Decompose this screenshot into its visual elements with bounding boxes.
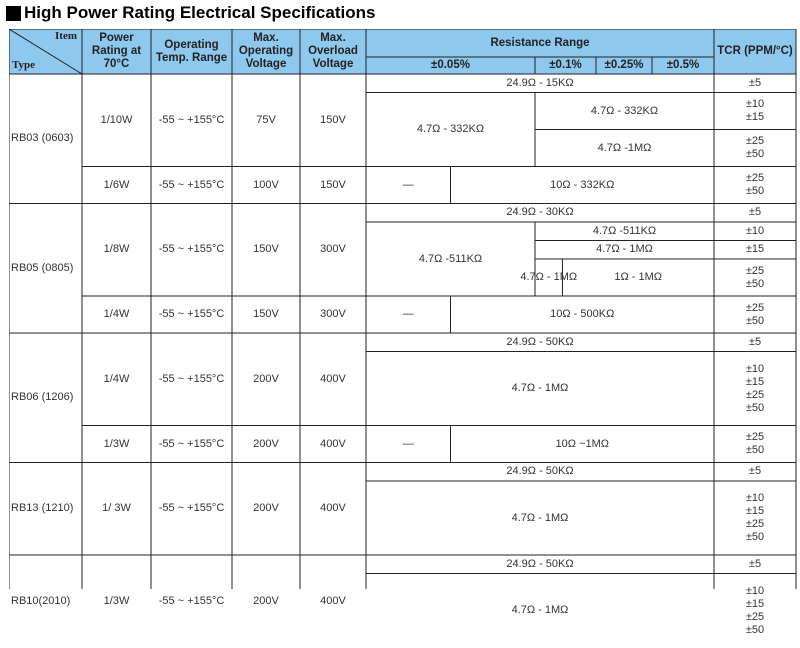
tcr-value: ±5 [748,335,762,348]
tcr-value: ±50 [745,148,765,160]
temp-range-cell: -55 ~ +155°C [158,372,225,385]
power-rating-cell: 1/ 3W [102,502,131,515]
operating-voltage-cell: 150V [253,243,279,256]
tcr-value: ±10 [745,492,765,504]
resistance-range-cell: 4.7Ω -1MΩ [597,141,652,154]
tcr-cell [714,241,796,260]
tcr-value: ±25 [745,135,765,147]
resistance-range-cell: 4.7Ω -511KΩ [592,224,657,237]
overload-voltage-cell: 300V [320,243,346,256]
operating-voltage-cell: 200V [253,502,279,515]
resistance-range-cell: 4.7Ω - 1MΩ [511,382,569,394]
tcr-value: ±15 [745,111,765,123]
tcr-cell [714,130,796,167]
operating-voltage-cell: 100V [253,178,279,191]
resistance-range-cell: 4.7Ω - 332KΩ [590,104,659,117]
temp-range-cell: -55 ~ +155°C [158,243,225,256]
tcr-value: ±25 [745,264,765,277]
tcr-value: ±50 [745,623,765,636]
type-cell: RB06 (1206) [11,391,74,404]
tcr-value: ±5 [748,76,762,89]
temp-range-cell: -55 ~ +155°C [158,113,225,126]
tcr-cell [714,426,796,463]
resistance-range-cell: — [402,308,414,320]
operating-voltage-cell: 200V [253,594,279,607]
power-rating-cell: 1/10W [100,113,133,126]
resistance-range-cell: 24.9Ω - 50KΩ [506,557,574,570]
resistance-range-cell: 24.9Ω - 50KΩ [506,335,574,348]
resistance-range-cell: 10Ω ~1MΩ [555,437,609,450]
temp-range-cell: -55 ~ +155°C [158,594,225,607]
tcr-cell [714,574,796,648]
resistance-range-cell: 4.7Ω -511KΩ [418,252,483,265]
tcr-cell [714,167,796,204]
resistance-range-cell: 24.9Ω - 30KΩ [506,206,574,219]
tcr-value: ±50 [745,444,765,456]
header-tolerance: ±0.05% [431,59,470,71]
tcr-cell [714,93,796,130]
resistance-range-cell: 4.7Ω - 1MΩ [511,604,569,616]
tcr-cell [714,463,796,482]
tcr-cell [714,352,796,426]
overload-voltage-cell: 400V [320,594,346,607]
tcr-cell [714,296,796,333]
spec-table [9,29,797,636]
header-resistance-range: Resistance Range [490,36,590,49]
resistance-range-cell: 4.7Ω - 332KΩ [416,123,485,135]
type-cell: RB10(2010) [11,594,71,607]
tcr-value: ±5 [748,557,762,570]
header-max-operating-voltage: Max. Operating Voltage [238,32,294,70]
overload-voltage-cell: 400V [320,437,346,450]
tcr-cell [714,204,796,223]
type-cell: RB03 (0603) [11,132,74,145]
temp-range-cell: -55 ~ +155°C [158,437,225,450]
tcr-value: ±25 [745,431,765,443]
tcr-value: ±25 [745,518,765,530]
operating-voltage-cell: 200V [253,437,279,450]
resistance-range-cell: 4.7Ω - 1MΩ [596,243,653,256]
power-rating-cell: 1/3W [103,594,130,607]
power-rating-cell: 1/6W [103,178,130,191]
resistance-range-cell: 24.9Ω - 15KΩ [506,76,574,89]
type-cell: RB05 (0805) [11,261,74,274]
tcr-value: ±10 [745,584,765,597]
resistance-range-cell: 1Ω - 1MΩ [614,271,663,283]
tcr-value: ±10 [745,98,765,110]
overload-voltage-cell: 400V [320,502,346,515]
tcr-value: ±25 [745,172,765,184]
header-tolerance: ±0.5% [666,59,700,71]
overload-voltage-cell: 150V [320,113,346,126]
tcr-value: ±25 [745,301,765,314]
resistance-range-cell: — [402,178,414,191]
tcr-value: ±10 [745,224,765,237]
temp-range-cell: -55 ~ +155°C [158,502,225,515]
header-tolerance: ±0.25% [604,59,644,71]
tcr-cell [714,333,796,352]
header-item-label: Item [55,30,77,42]
tcr-value: ±50 [745,314,765,327]
tcr-value: ±10 [745,362,765,375]
power-rating-cell: 1/8W [103,243,130,256]
tcr-value: ±50 [745,277,765,290]
operating-voltage-cell: 75V [256,113,276,126]
title-text: High Power Rating Electrical Specifications [24,3,376,22]
overload-voltage-cell: 150V [320,178,346,191]
tcr-cell [714,222,796,241]
resistance-range-cell: 24.9Ω - 50KΩ [506,465,574,478]
overload-voltage-cell: 400V [320,372,346,385]
header-tcr: TCR (PPM/°C) [717,45,793,57]
tcr-value: ±5 [748,206,762,219]
resistance-range-cell: — [402,437,414,450]
overload-voltage-cell: 300V [320,308,346,320]
operating-voltage-cell: 200V [253,372,279,385]
tcr-cell [714,259,796,296]
temp-range-cell: -55 ~ +155°C [158,178,225,191]
tcr-value: ±5 [748,465,762,478]
tcr-value: ±15 [745,375,765,388]
tcr-cell [714,74,796,93]
temp-range-cell: -55 ~ +155°C [158,308,225,320]
power-rating-cell: 1/4W [103,372,130,385]
header-temp-range: Operating Temp. Range [155,38,228,64]
power-rating-cell: 1/3W [103,437,130,450]
resistance-range-cell: 4.7Ω - 1MΩ [520,271,578,283]
tcr-value: ±50 [745,401,765,414]
resistance-range-cell: 10Ω - 332KΩ [550,178,615,191]
tcr-value: ±15 [745,597,765,610]
header-max-overload-voltage: Max. Overload Voltage [308,32,358,70]
operating-voltage-cell: 150V [253,308,279,320]
power-rating-cell: 1/4W [103,308,130,320]
resistance-range-cell: 10Ω - 500KΩ [550,308,615,320]
tcr-cell [714,481,796,555]
title-square-icon [6,6,21,21]
header-type-label: Type [12,59,36,71]
tcr-value: ±15 [745,243,765,256]
tcr-value: ±25 [745,388,765,401]
tcr-value: ±50 [745,185,765,197]
page-title [6,2,375,24]
tcr-value: ±25 [745,610,765,623]
type-cell: RB13 (1210) [11,502,74,515]
tcr-value: ±50 [745,531,765,543]
header-power-rating: Power Rating at 70°C [91,32,142,70]
resistance-range-cell: 4.7Ω - 1MΩ [511,511,569,524]
tcr-cell [714,555,796,574]
header-tolerance: ±0.1% [549,59,582,71]
tcr-value: ±15 [745,505,765,517]
